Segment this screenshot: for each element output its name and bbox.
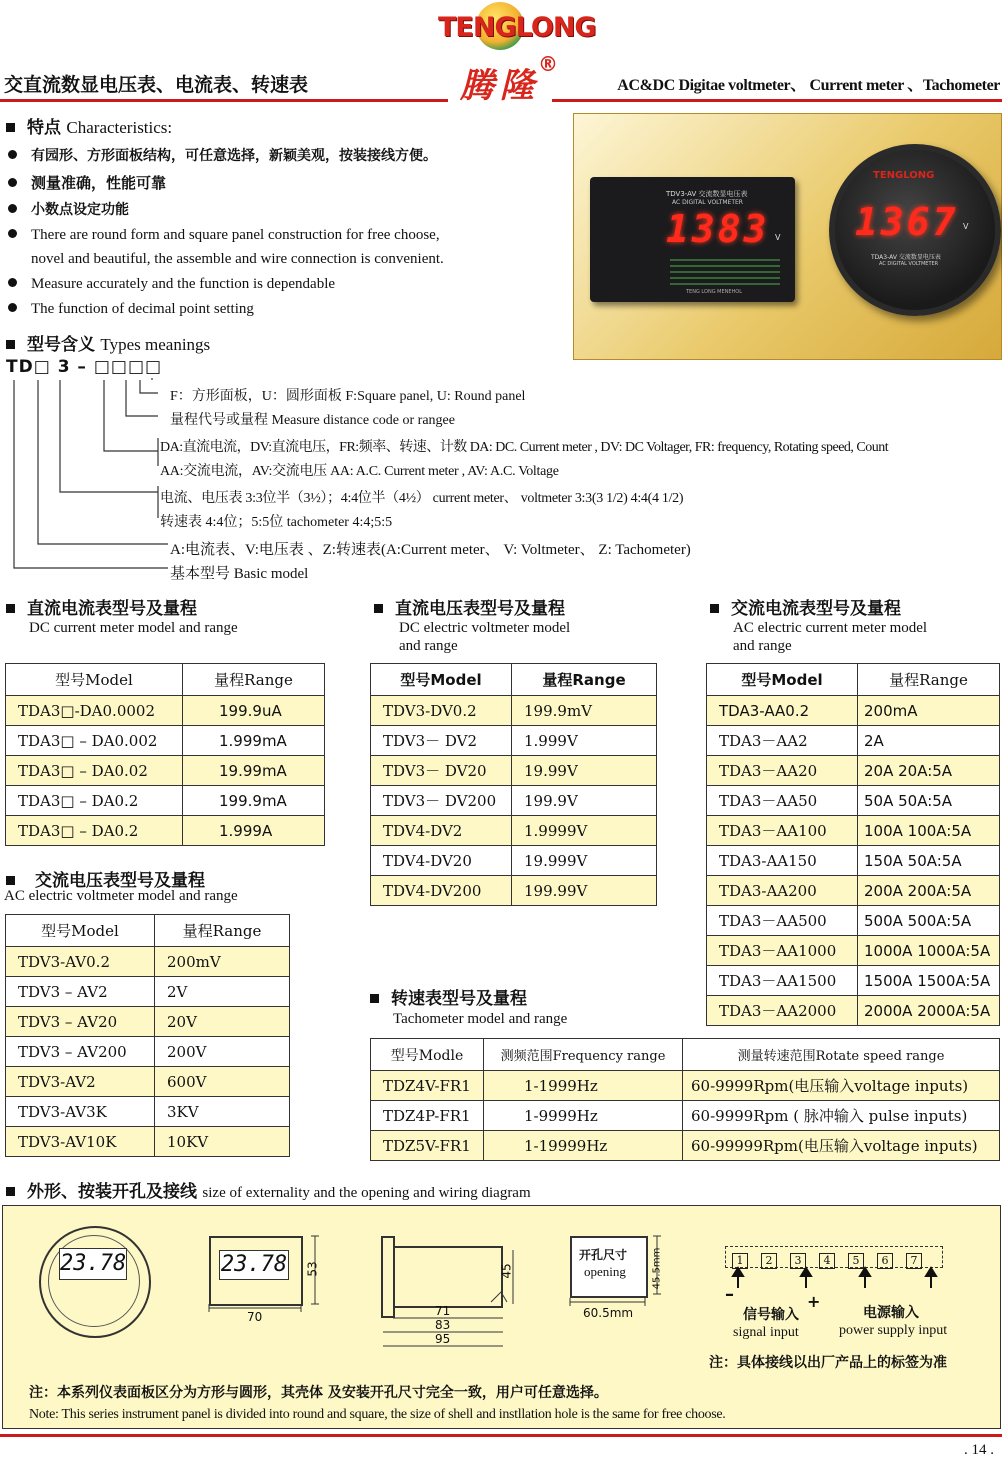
feature-item: 有园形、方形面板结构，可任意选择，新颖美观，按装接线方便。 <box>8 145 437 165</box>
square-meter-display: 1383 <box>666 207 770 251</box>
ac-current-subtitle: and range <box>733 638 792 654</box>
table-row: TDA3－AA2000 2000A 2000A:5A <box>707 996 1000 1026</box>
diagram-panel <box>2 1205 1001 1429</box>
col-header: 测频范围Frequency range <box>484 1039 683 1071</box>
dim-45: 45 <box>499 1263 514 1279</box>
square-meter-unit: V <box>775 233 781 242</box>
col-header: 型号Model <box>6 664 183 696</box>
panel-note-en: Note: This series instrument panel is divided into round and square, the size of shell and instllation hole is the same for free choose. <box>29 1407 726 1422</box>
dc-current-subtitle: DC current meter model and range <box>29 620 238 636</box>
table-row: TDV3－ DV200 199.9V <box>371 786 657 816</box>
square-meter-sub: AC DIGITAL VOLTMETER <box>672 199 743 206</box>
table-row: TDA3□ – DA0.2 1.999A <box>6 816 325 846</box>
feature-item: 小数点设定功能 <box>8 199 129 219</box>
ac-voltage-heading: 交流电压表型号及量程 <box>6 866 205 891</box>
brand-logo <box>438 2 596 52</box>
table-row: TDA3□ – DA0.02 19.99mA <box>6 756 325 786</box>
type-tree-lines <box>0 378 180 578</box>
type-line: AA:交流电流，AV:交流电压 AA: A.C. Current meter , AV: A.C. Voltage <box>160 464 559 479</box>
terminal-block <box>725 1246 943 1268</box>
diagram-heading: 外形、按装开孔及接线 size of externality and the opening and wiring diagram <box>6 1177 531 1202</box>
table-row: TDZ4V-FR1 1-1999Hz 60-9999Rpm(电压输入voltage inputs) <box>371 1071 1000 1101</box>
signal-input-en: signal input <box>733 1325 799 1340</box>
round-meter-label: TDA3-AV 交流数显电压表 <box>871 254 941 261</box>
table-row: TDA3－AA1500 1500A 1500A:5A <box>707 966 1000 996</box>
panel-note-cn: 注：本系列仪表面板区分为方形与圆形，其壳体 及安装开孔尺寸完全一致，用户可任意选择。 <box>29 1385 608 1401</box>
terminal: 4 <box>819 1253 835 1269</box>
table-row: TDA3-AA200 200A 200A:5A <box>707 876 1000 906</box>
tacho-heading: 转速表型号及量程 <box>370 984 527 1009</box>
table-row: TDA3-AA150 150A 50A:5A <box>707 846 1000 876</box>
tacho-subtitle: Tachometer model and range <box>393 1011 568 1027</box>
table-row: TDV3-AV0.2 200mV <box>6 947 290 977</box>
table-row: TDA3－AA2 2A <box>707 726 1000 756</box>
opening-label-cn: 开孔尺寸 <box>579 1248 628 1262</box>
table-row: TDA3－AA500 500A 500A:5A <box>707 906 1000 936</box>
registered-mark: ® <box>538 52 558 76</box>
table-row: TDV3-AV10K 10KV <box>6 1127 290 1157</box>
dc-voltage-subtitle: DC electric voltmeter model <box>399 620 571 636</box>
round-meter-unit: V <box>963 222 969 231</box>
col-header: 型号Model <box>707 664 858 696</box>
types-heading-cn: 型号含义 <box>27 335 95 355</box>
types-heading-en: Types meanings <box>100 335 211 354</box>
terminal: 3 <box>790 1253 806 1269</box>
table-row: TDZ5V-FR1 1-19999Hz 60-99999Rpm(电压输入voltage inputs) <box>371 1131 1000 1161</box>
dim-95: 95 <box>435 1332 451 1346</box>
square-meter-label: TDV3-AV 交流数显电压表 <box>666 190 748 198</box>
feature-item: The function of decimal point setting <box>8 301 254 318</box>
plus-sign: + <box>807 1292 821 1311</box>
type-line: 量程代号或量程 Measure distance code or rangee <box>170 413 455 428</box>
dim-70: 70 <box>247 1310 263 1324</box>
header-rule-right <box>552 99 1002 102</box>
table-row: TDV3－ DV2 1.999V <box>371 726 657 756</box>
brand-name: TENGLONG <box>438 12 596 43</box>
col-header: 量程Range <box>183 664 325 696</box>
dim-71: 71 <box>435 1304 451 1318</box>
terminal: 6 <box>877 1253 893 1269</box>
dc-current-table <box>5 663 325 846</box>
table-row: TDV4-DV20 19.999V <box>371 846 657 876</box>
dc-current-heading: 直流电流表型号及量程 <box>6 594 197 619</box>
table-row: TDA3-AA0.2 200mA <box>707 696 1000 726</box>
col-header: 量程Range <box>512 664 657 696</box>
ac-voltage-table <box>5 914 290 1157</box>
round-meter <box>829 144 1001 316</box>
table-row: TDA3－AA20 20A 20A:5A <box>707 756 1000 786</box>
brand-name-cn: 腾隆 <box>460 66 540 106</box>
table-row: TDV3 – AV200 200V <box>6 1037 290 1067</box>
terminal: 7 <box>906 1253 922 1269</box>
signal-input-cn: 信号输入 <box>743 1307 799 1323</box>
square-meter-footer: TENG LONG MENEHOL <box>686 289 743 295</box>
table-row: TDA3□ – DA0.2 199.9mA <box>6 786 325 816</box>
table-row: TDV4-DV200 199.99V <box>371 876 657 906</box>
characteristics-heading <box>6 113 172 138</box>
terminal: 2 <box>761 1253 777 1269</box>
col-header: 型号Modle <box>371 1039 484 1071</box>
feature-item: novel and beautiful, the assemble and wire connection is convenient. <box>31 251 444 267</box>
header-rule-left <box>0 99 448 102</box>
page-number: . 14 . <box>964 1442 994 1458</box>
ac-current-table <box>706 663 1000 1026</box>
type-line: 基本型号 Basic model <box>170 566 309 582</box>
col-header: 测量转速范围Rotate speed range <box>683 1039 1000 1071</box>
footer-rule <box>0 1434 1002 1437</box>
dim-53: 53 <box>305 1261 320 1277</box>
feature-item: Measure accurately and the function is dependable <box>8 276 335 293</box>
table-row: TDV3-AV2 600V <box>6 1067 290 1097</box>
table-row: TDA3□-DA0.0002 199.9uA <box>6 696 325 726</box>
table-row: TDV3－ DV20 19.99V <box>371 756 657 786</box>
col-header: 型号Model <box>6 915 155 947</box>
dim-45-5: 45.5mm <box>651 1247 663 1290</box>
square-meter <box>590 177 795 302</box>
ac-current-subtitle: AC electric current meter model <box>733 620 928 636</box>
wiring-note: 注：具体接线以出厂产品上的标签为准 <box>709 1355 947 1371</box>
type-line: DA:直流电流，DV:直流电压，FR:频率、转速、计数 DA: DC. Current meter , DV: DC Voltager, FR: frequency, Rotating speed, Count <box>160 440 889 455</box>
bar-graph <box>670 257 780 285</box>
type-line: 电流、电压表 3:3位半（3½）；4:4位半（4½） current meter、 voltmeter 3:3(3 1/2) 4:4(4 1/2) <box>160 491 684 506</box>
characteristics-heading-en: Characteristics: <box>66 118 173 137</box>
product-photo <box>573 113 1002 360</box>
type-line: 转速表 4:4位；5:5位 tachometer 4:4;5:5 <box>160 515 393 530</box>
type-line: F：方形面板，U：圆形面板 F:Square panel, U: Round panel <box>170 389 526 404</box>
table-row: TDV3-DV0.2 199.9mV <box>371 696 657 726</box>
square-dimension-lines <box>203 1226 333 1336</box>
page-title-en: AC&DC Digitae voltmeter、 Current meter 、Tachometer <box>617 77 1000 94</box>
round-meter-display: 1367 <box>855 200 959 244</box>
col-header: 量程Range <box>858 664 1000 696</box>
type-line: A:电流表、V:电压表 、Z:转速表(A:Current meter、 V: Voltmeter、 Z: Tachometer) <box>170 542 691 558</box>
feature-item: There are round form and square panel construction for free choose, <box>8 227 440 244</box>
round-meter-sub: AC DIGITAL VOLTMETER <box>879 261 939 267</box>
ac-current-heading: 交流电流表型号及量程 <box>710 594 901 619</box>
dim-60-5: 60.5mm <box>583 1306 634 1320</box>
table-row: TDA3－AA1000 1000A 1000A:5A <box>707 936 1000 966</box>
page-title-cn: 交直流数显电压表、电流表、转速表 <box>4 74 309 96</box>
table-row: TDZ4P-FR1 1-9999Hz 60-9999Rpm ( 脉冲输入 pulse inputs) <box>371 1101 1000 1131</box>
dc-voltage-table <box>370 663 657 906</box>
dc-voltage-subtitle: and range <box>399 638 458 654</box>
opening-label-en: opening <box>584 1264 626 1279</box>
feature-item: 测量准确，性能可靠 <box>8 172 166 193</box>
table-row: TDV3 – AV2 2V <box>6 977 290 1007</box>
table-row: TDV3-AV3K 3KV <box>6 1097 290 1127</box>
type-code: TD□ 3 – □□□□ <box>6 357 163 377</box>
round-meter-brand: TENGLONG <box>873 170 935 181</box>
ac-voltage-subtitle: AC electric voltmeter model and range <box>4 888 238 904</box>
power-input-cn: 电源输入 <box>863 1305 919 1321</box>
tacho-table <box>370 1038 1000 1161</box>
table-row: TDA3－AA50 50A 50A:5A <box>707 786 1000 816</box>
table-row: TDV4-DV2 1.9999V <box>371 816 657 846</box>
round-display: 23.78 <box>59 1248 127 1280</box>
minus-sign: – <box>725 1284 734 1305</box>
square-display: 23.78 <box>219 1250 289 1280</box>
terminal-arrows <box>723 1266 953 1306</box>
col-header: 型号Model <box>371 664 512 696</box>
col-header: 量程Range <box>155 915 290 947</box>
table-row: TDA3－AA100 100A 100A:5A <box>707 816 1000 846</box>
characteristics-heading-cn: 特点 <box>27 118 61 138</box>
terminal: 1 <box>732 1253 748 1269</box>
power-input-en: power supply input <box>839 1323 948 1338</box>
terminal: 5 <box>848 1253 864 1269</box>
types-heading <box>6 330 210 355</box>
dc-voltage-heading: 直流电压表型号及量程 <box>374 594 565 619</box>
table-row: TDA3□ – DA0.002 1.999mA <box>6 726 325 756</box>
table-row: TDV3 – AV20 20V <box>6 1007 290 1037</box>
dim-83: 83 <box>435 1318 451 1332</box>
